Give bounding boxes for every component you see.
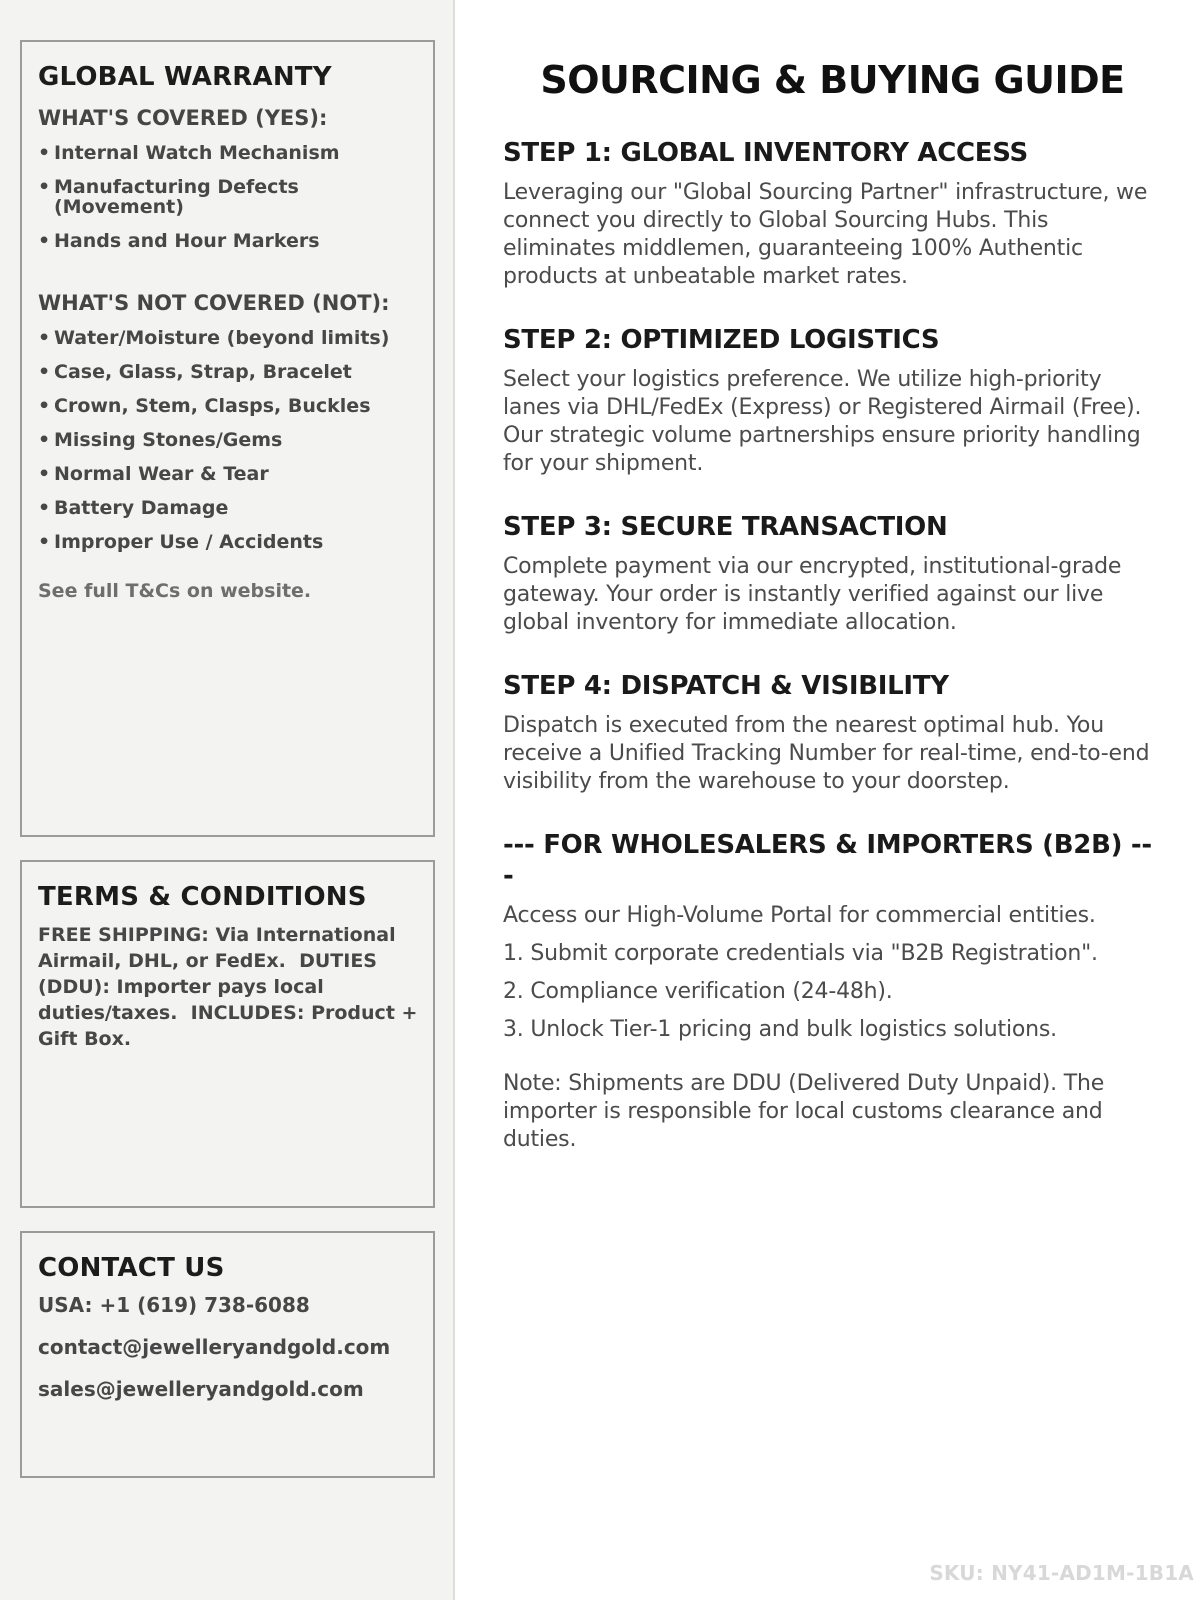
covered-heading: WHAT'S COVERED (YES): (38, 106, 328, 130)
not-covered-heading: WHAT'S NOT COVERED (NOT): (38, 291, 390, 315)
sku-label: SKU: NY41-AD1M-1B1A (929, 1561, 1194, 1585)
list-item: • Internal Watch Mechanism (38, 143, 419, 163)
step-1-section (503, 138, 1162, 291)
list-item: • Improper Use / Accidents (38, 532, 419, 552)
b2b-item-3: 3. Unlock Tier-1 pricing and bulk logistics solutions. (503, 1017, 1057, 1042)
list-item: • Normal Wear & Tear (38, 464, 419, 484)
step-4-body: Dispatch is executed from the nearest optimal hub. You receive a Unified Tracking Number for real-time, end-to-end visibility from the warehouse to your doorstep. (503, 713, 1150, 794)
step-3-section (503, 512, 1162, 637)
contact-box (20, 1231, 435, 1478)
step-4-section (503, 671, 1162, 796)
warranty-title: GLOBAL WARRANTY (38, 62, 332, 92)
step-2-heading: STEP 2: OPTIMIZED LOGISTICS (503, 325, 940, 355)
list-item: • Battery Damage (38, 498, 419, 518)
b2b-item-1: 1. Submit corporate credentials via "B2B Registration". (503, 941, 1098, 966)
b2b-item-2: 2. Compliance verification (24-48h). (503, 979, 893, 1004)
step-1-heading: STEP 1: GLOBAL INVENTORY ACCESS (503, 138, 1028, 168)
step-2-body: Select your logistics preference. We utilize high-priority lanes via DHL/FedEx (Express) or Registered Airmail (Free). Our strategic volume partnerships ensure priority handling for your shipment. (503, 367, 1142, 476)
list-item: • Case, Glass, Strap, Bracelet (38, 362, 419, 382)
contact-phone: USA: +1 (619) 738-6088 (38, 1293, 310, 1317)
terms-box (20, 860, 435, 1208)
contact-title: CONTACT US (38, 1253, 225, 1283)
step-1-body: Leveraging our "Global Sourcing Partner" infrastructure, we connect you directly to Global Sourcing Hubs. This eliminates middlemen, guaranteeing 100% Authentic products at unbeatable market rates. (503, 180, 1148, 289)
list-item: • Water/Moisture (beyond limits) (38, 328, 419, 348)
terms-title: TERMS & CONDITIONS (38, 882, 367, 912)
main-content (455, 0, 1200, 1600)
b2b-heading: --- FOR WHOLESALERS & IMPORTERS (B2B) --- (503, 830, 1152, 891)
b2b-note: Note: Shipments are DDU (Delivered Duty Unpaid). The importer is responsible for local customs clearance and duties. (503, 1071, 1105, 1152)
step-2-section (503, 325, 1162, 478)
step-4-heading: STEP 4: DISPATCH & VISIBILITY (503, 671, 949, 701)
sidebar (0, 0, 455, 1600)
list-item: • Missing Stones/Gems (38, 430, 419, 450)
warranty-box (20, 40, 435, 837)
covered-list (38, 143, 419, 251)
b2b-intro: Access our High-Volume Portal for commercial entities. (503, 903, 1096, 928)
list-item: • Manufacturing Defects (Movement) (38, 177, 419, 217)
list-item: • Crown, Stem, Clasps, Buckles (38, 396, 419, 416)
page-title: SOURCING & BUYING GUIDE (540, 58, 1125, 102)
warranty-footnote: See full T&Cs on website. (38, 580, 312, 602)
list-item: • Hands and Hour Markers (38, 231, 419, 251)
contact-email-sales: sales@jewelleryandgold.com (38, 1377, 364, 1401)
b2b-section (503, 830, 1162, 1154)
step-3-body: Complete payment via our encrypted, institutional-grade gateway. Your order is instantly verified against our live global inventory for immediate allocation. (503, 554, 1122, 635)
step-3-heading: STEP 3: SECURE TRANSACTION (503, 512, 948, 542)
contact-email-primary: contact@jewelleryandgold.com (38, 1335, 391, 1359)
terms-body: FREE SHIPPING: Via International Airmail, DHL, or FedEx. DUTIES (DDU): Importer pays local duties/taxes. INCLUDES: Product + Gift Box. (38, 924, 425, 1050)
not-covered-list (38, 328, 419, 552)
